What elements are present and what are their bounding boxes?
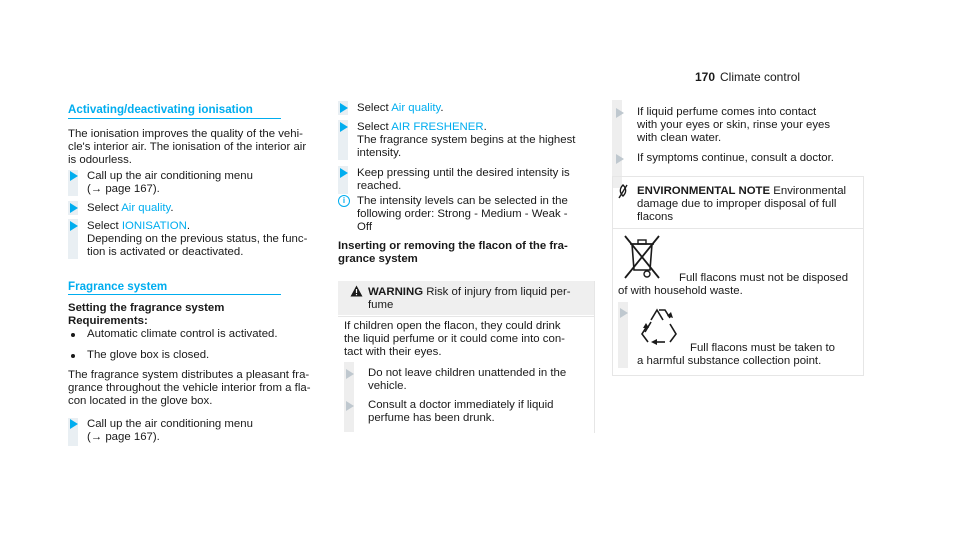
c2-step2-line: [357, 121, 487, 134]
heading-ionisation: Activating/deactivating ionisation: [68, 103, 253, 116]
intro-line-1: The ionisation improves the quality of the vehi-: [68, 128, 303, 140]
c3-step2-line: If symptoms continue, consult a doctor.: [637, 152, 834, 164]
info-line-2: following order: Strong - Medium - Weak -: [357, 208, 568, 220]
warning-separator: [338, 316, 594, 317]
warning-label: WARNING: [368, 286, 424, 298]
step4-line-2: (→ page 167).: [87, 431, 160, 443]
step-arrow-icon: [70, 171, 78, 181]
requirements-title: Requirements:: [68, 315, 148, 327]
c3-step1-line-2: with your eyes or skin, rinse your eyes: [637, 119, 831, 131]
c2-step1-suffix: .: [440, 102, 444, 114]
heading-fragrance: Fragrance system: [68, 280, 168, 293]
step4-line-1: Call up the air conditioning menu: [87, 418, 253, 430]
environment-icon: [617, 184, 629, 199]
desc-line-3: con located in the glove box.: [68, 395, 213, 407]
recycle-icon: [637, 306, 681, 346]
air-quality-link[interactable]: Air quality: [391, 102, 441, 114]
step-arrow-icon: [346, 369, 354, 379]
desc-line-1: The fragrance system distributes a pleasant fra-: [68, 369, 310, 381]
step3-line: [87, 220, 190, 233]
c2-step1-prefix: Select: [357, 102, 392, 114]
heading-flacon-1: Inserting or removing the flacon of the fra-: [338, 240, 568, 252]
c2-step2-prefix: Select: [357, 121, 392, 133]
bullet-icon: [71, 333, 75, 337]
air-freshener-link[interactable]: AIR FRESHENER: [391, 121, 484, 133]
env-text1-line-1: Full flacons must not be disposed: [679, 272, 849, 284]
warning-step1-line-1: Do not leave children unattended in the: [368, 367, 567, 379]
env-title-line-1: [637, 185, 846, 198]
step-arrow-icon: [620, 308, 628, 318]
warning-right-border: [594, 281, 595, 433]
env-title-rest: Environmental: [770, 185, 847, 197]
air-quality-link[interactable]: Air quality: [121, 202, 171, 214]
step-arrow-icon: [346, 401, 354, 411]
warning-body-1: If children open the flacon, they could drink: [344, 320, 561, 332]
step-arrow-icon: [70, 203, 78, 213]
step1-line-1: Call up the air conditioning menu: [87, 170, 253, 182]
env-title-line-2: damage due to improper disposal of full: [637, 198, 837, 210]
step-arrow-icon: [340, 122, 348, 132]
warning-step2-line-1: Consult a doctor immediately if liquid: [368, 399, 554, 411]
heading-rule: [68, 294, 281, 295]
page-number: 170: [695, 70, 716, 84]
step-arrow-icon: [70, 419, 78, 429]
warning-title-line-2: fume: [368, 299, 394, 311]
c2-step2-desc-1: The fragrance system begins at the highest: [357, 134, 576, 146]
requirement-item: The glove box is closed.: [87, 349, 210, 361]
heading-flacon-2: grance system: [338, 253, 418, 265]
intro-line-2: cle's interior air. The ionisation of the interior air: [68, 141, 307, 153]
section-title: Climate control: [720, 70, 801, 84]
step3-prefix: Select: [87, 220, 122, 232]
info-line-3: Off: [357, 221, 372, 233]
warning-step2-line-2: perfume has been drunk.: [368, 412, 495, 424]
env-separator: [612, 228, 863, 229]
bullet-icon: [71, 354, 75, 358]
warning-body-3: tact with their eyes.: [344, 346, 442, 358]
intro-line-3: is odourless.: [68, 154, 132, 166]
step-arrow-icon: [616, 108, 624, 118]
info-line-1: The intensity levels can be selected in the: [357, 195, 568, 207]
env-title-line-3: flacons: [637, 211, 674, 223]
step2-suffix: .: [170, 202, 174, 214]
step3-desc-1: Depending on the previous status, the func-: [87, 233, 308, 245]
step-arrow-icon: [616, 154, 624, 164]
warning-title-line-1: [368, 286, 571, 299]
step2-line: [87, 202, 174, 215]
c2-step1-line: [357, 102, 444, 115]
warning-triangle-icon: [350, 285, 363, 297]
warning-title-rest: Risk of injury from liquid per-: [423, 286, 571, 298]
step-arrow-icon: [340, 168, 348, 178]
warning-body-2: the liquid perfume or it could come into con-: [344, 333, 565, 345]
requirement-item: Automatic climate control is activated.: [87, 328, 278, 340]
c3-step1-line-1: If liquid perfume comes into contact: [637, 106, 817, 118]
env-text2-line-1: Full flacons must be taken to: [690, 342, 835, 354]
c3-step1-line-3: with clean water.: [637, 132, 722, 144]
env-text1-line-2: of with household waste.: [618, 285, 743, 297]
heading-rule: [68, 118, 281, 119]
c2-step3-line-1: Keep pressing until the desired intensity is: [357, 167, 570, 179]
desc-line-2: grance throughout the vehicle interior from a fla-: [68, 382, 311, 394]
step1-line-2: (→ page 167).: [87, 183, 160, 195]
setting-title: Setting the fragrance system: [68, 302, 225, 314]
crossed-bin-icon: [622, 234, 662, 280]
env-text2-line-2: a harmful substance collection point.: [637, 355, 822, 367]
c2-step2-suffix: .: [483, 121, 487, 133]
c2-step3-line-2: reached.: [357, 180, 402, 192]
info-icon: i: [338, 195, 350, 207]
step3-desc-2: tion is activated or deactivated.: [87, 246, 244, 258]
step3-suffix: .: [186, 220, 190, 232]
step-arrow-icon: [70, 221, 78, 231]
step-arrow-icon: [340, 103, 348, 113]
step2-prefix: Select: [87, 202, 122, 214]
warning-step1-line-2: vehicle.: [368, 380, 407, 392]
environmental-note-label: ENVIRONMENTAL NOTE: [637, 185, 771, 197]
c2-step2-desc-2: intensity.: [357, 147, 402, 159]
ionisation-link[interactable]: IONISATION: [121, 220, 187, 232]
